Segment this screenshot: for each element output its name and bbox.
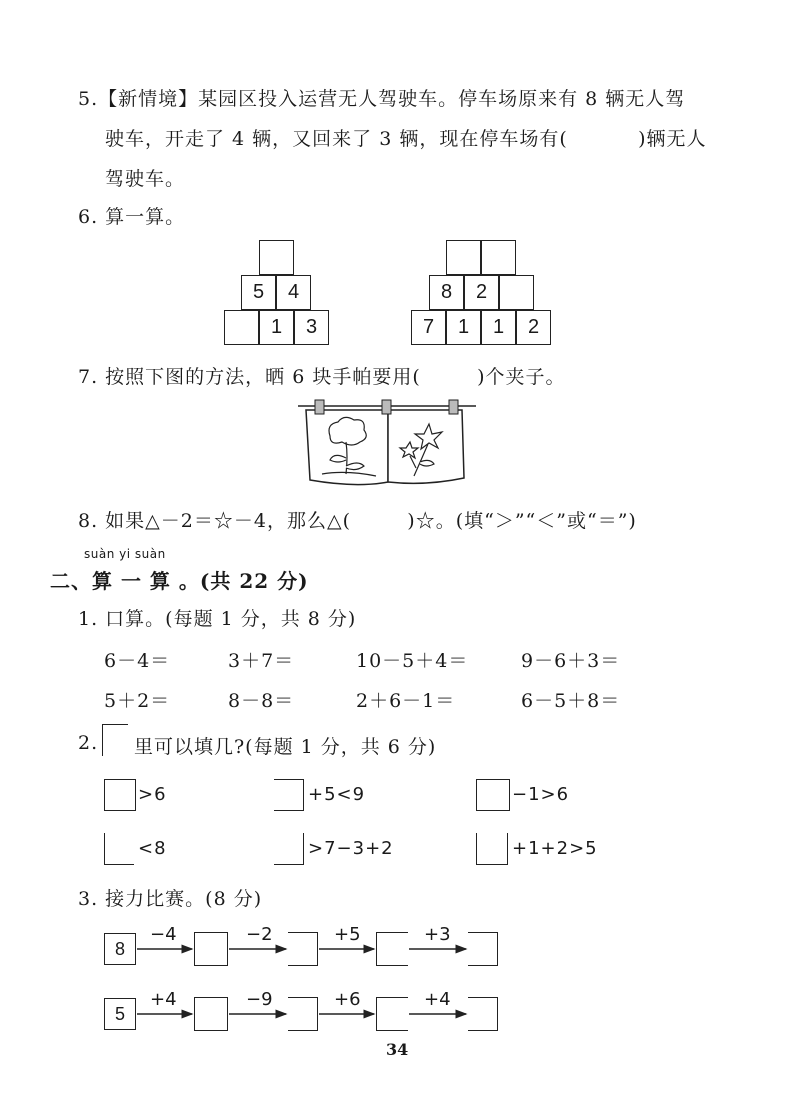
oral-item: 9－6＋3＝ <box>521 650 621 672</box>
relay-op: −2 <box>246 924 273 945</box>
section2-pinyin: suàn yi suàn <box>84 547 166 561</box>
fill-item: >6 <box>138 784 167 805</box>
q6-title: 6. 算一算。 <box>78 206 186 228</box>
section2-title: 二、算 一 算 。(共 22 分) <box>50 569 309 593</box>
q5-line3: 驾驶车。 <box>105 168 186 190</box>
pyramid-cell: 8 <box>429 275 464 310</box>
relay-op: +5 <box>334 924 361 945</box>
oral-title: 1. 口算。(每题 1 分，共 8 分) <box>78 608 357 630</box>
pyramid-cell: 1 <box>481 310 516 345</box>
relay-op: +3 <box>424 924 451 945</box>
relay-title: 3. 接力比赛。(8 分) <box>78 888 263 910</box>
pyramid-cell: 1 <box>259 310 294 345</box>
oral-item: 10－5＋4＝ <box>356 650 469 672</box>
relay-op: +4 <box>424 989 451 1010</box>
oral-item: 2＋6－1＝ <box>356 690 456 712</box>
oral-item: 3＋7＝ <box>228 650 295 672</box>
pyramid-cell: 4 <box>276 275 311 310</box>
pyramid-cell: 1 <box>446 310 481 345</box>
relay-op: −4 <box>150 924 177 945</box>
relay-op: +6 <box>334 989 361 1010</box>
relay-op: +4 <box>150 989 177 1010</box>
q5-line2: 驶车，开走了 4 辆，又回来了 3 辆，现在停车场有( )辆无人 <box>105 128 707 150</box>
q5-line1: 5.【新情境】某园区投入运营无人驾驶车。停车场原来有 8 辆无人驾 <box>78 88 686 110</box>
q8-text: 8. 如果△－2＝☆－4，那么△( )☆。(填“＞”“＜”或“＝”) <box>78 510 637 532</box>
fill-item: <8 <box>138 838 167 859</box>
fill-item: −1>6 <box>512 784 570 805</box>
fill-title: 里可以填几?(每题 1 分，共 6 分) <box>134 736 437 758</box>
fill-item: +1+2>5 <box>512 838 598 859</box>
q7-text: 7. 按照下图的方法，晒 6 块手帕要用( )个夹子。 <box>78 366 566 388</box>
oral-item: 6－4＝ <box>104 650 171 672</box>
fill-item: >7−3+2 <box>308 838 394 859</box>
pyramid-cell: 5 <box>241 275 276 310</box>
pyramid-cell: 3 <box>294 310 329 345</box>
pyramid-cell: 7 <box>411 310 446 345</box>
relay-start-box: 8 <box>104 933 136 965</box>
fill-item: +5<9 <box>308 784 366 805</box>
oral-item: 8－8＝ <box>228 690 295 712</box>
page-number: 34 <box>386 1040 409 1059</box>
oral-item: 6－5＋8＝ <box>521 690 621 712</box>
relay-start-box: 5 <box>104 998 136 1030</box>
oral-item: 5＋2＝ <box>104 690 171 712</box>
pyramid-cell: 2 <box>516 310 551 345</box>
fill-title-number: 2. <box>78 732 99 754</box>
pyramid-cell: 2 <box>464 275 499 310</box>
relay-op: −9 <box>246 989 273 1010</box>
